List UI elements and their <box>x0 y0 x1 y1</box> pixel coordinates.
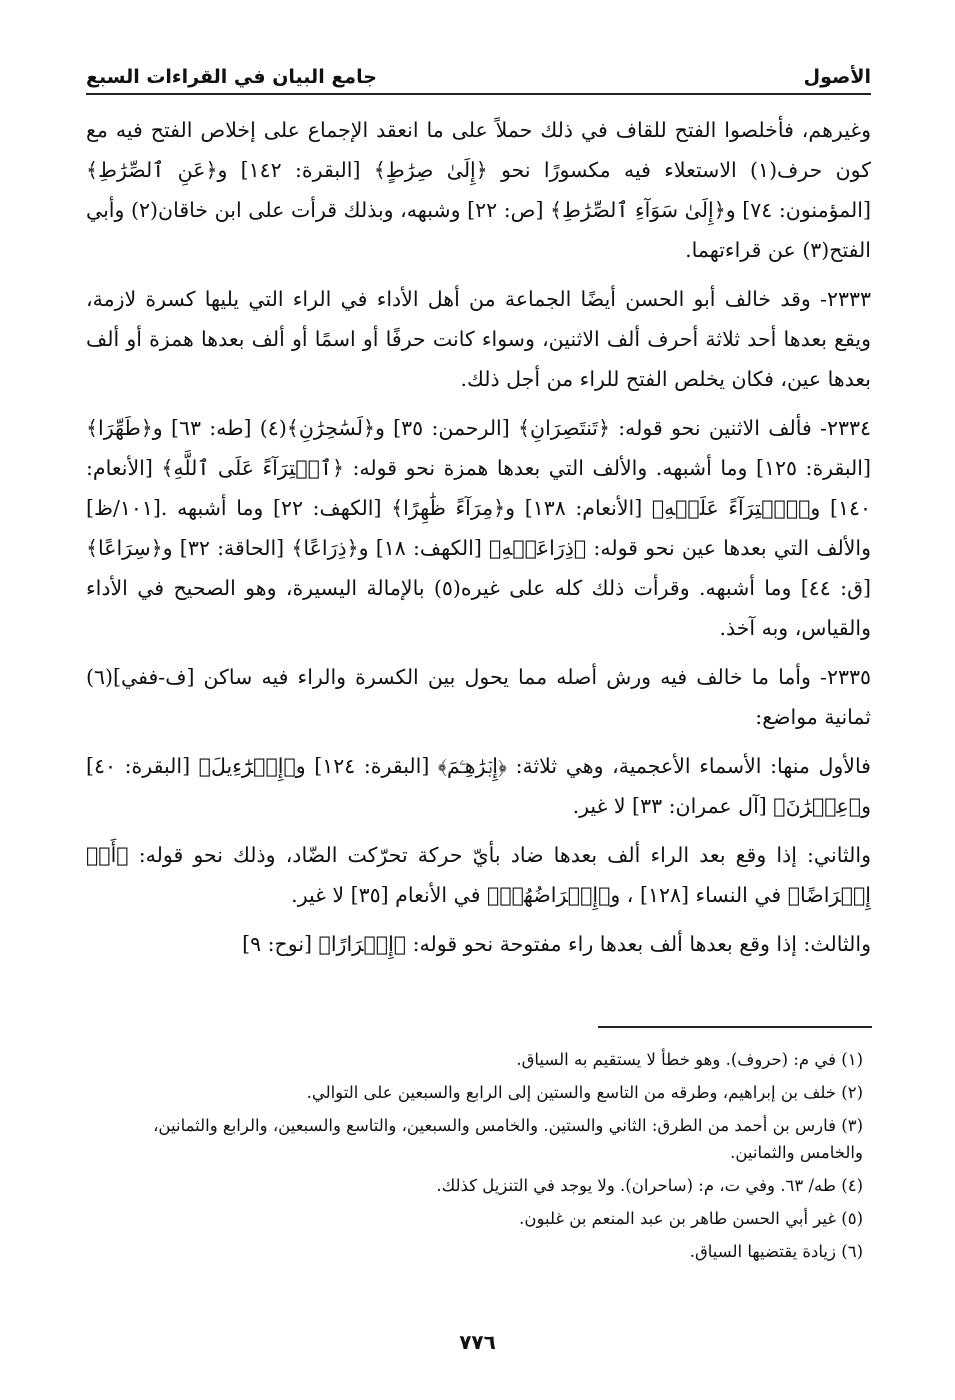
footnote: (٥) غير أبي الحسن طاهر بن عبد المنعم بن غلبون. <box>519 1209 863 1228</box>
paragraph: فالأول منها: الأسماء الأعجمية، وهي ثلاثة: ﴿إِبۡرَٰهِـۧمَ﴾ [البقرة: ١٢٤] و﴿إِسۡرَٰٓءِيلَ﴾ [البقرة: ٤٠] و﴿عِمۡرَٰنَ﴾ [آل عمران: ٣٣] لا غير. <box>86 754 871 818</box>
paragraph: ٢٣٣٥- وأما ما خالف فيه ورش أصله مما يحول بين الكسرة والراء فيه ساكن [ف-ففي](٦) ثمانية مواضع: <box>86 665 871 729</box>
paragraph: ٢٣٣٣- وقد خالف أبو الحسن أيضًا الجماعة من أهل الأداء في الراء التي يليها كسرة لازمة، ويقع بعدها أحد ثلاثة أحرف ألف الاثنين، وسواء كانت حرفًا أو اسمًا أو ألف بعدها همزة أو ألف بعدها عين، فكان يخلص الفتح للراء من أجل ذلك. <box>86 287 871 391</box>
footnote: (٤) طه/ ٦٣. وفي ت، م: (ساحران). ولا يوجد في التنزيل كذلك. <box>436 1176 863 1195</box>
footnote: (١) في م: (حروف). وهو خطأ لا يستقيم به السياق. <box>516 1050 863 1069</box>
footnote: (٢) خلف بن إبراهيم، وطرقه من التاسع والستين إلى الرابع والسبعين على التوالي. <box>306 1083 863 1102</box>
header-divider <box>86 93 871 95</box>
footnotes <box>86 1046 871 1271</box>
main-text <box>86 110 871 973</box>
paragraph: ٢٣٣٤- فألف الاثنين نحو قوله: ﴿تَنتَصِرَانِ﴾ [الرحمن: ٣٥] و﴿لَسَٰحِرَٰنِ﴾(٤) [طه: ٦٣] و﴿طَهِّرَا﴾ [البقرة: ١٢٥] وما أشبهه. والألف التي بعدها همزة نحو قوله: ﴿ٱفۡتِرَآءً عَلَى ٱللَّهِ﴾ [الأنعام: ١٤٠] و﴿ٱفۡتِرَآءً عَلَيۡهِ﴾ [الأنعام: ١٣٨] و﴿مِرَآءً ظَٰهِرًا﴾ [الكهف: ٢٢] وما أشبهه .[١٠١/ظ] والألف التي بعدها عين نحو قوله: ﴿ذِرَاعَيۡهِ﴾ [الكهف: ١٨] و﴿ذِرَاعًا﴾ [الحاقة: ٣٢] و﴿سِرَاعًا﴾ [ق: ٤٤] وما أشبهه. وقرأت ذلك كله على غيره(٥) بالإمالة اليسيرة، وهو الصحيح في الأداء والقياس، وبه آخذ. <box>86 416 872 640</box>
header-section-title: الأصول <box>803 66 871 88</box>
footnote-divider <box>598 1026 872 1028</box>
footnote: (٦) زيادة يقتضيها السياق. <box>689 1242 863 1261</box>
page-number: ٧٧٦ <box>459 1330 496 1354</box>
running-header <box>86 48 871 88</box>
paragraph: وغيرهم، فأخلصوا الفتح للقاف في ذلك حملاً على ما انعقد الإجماع على إخلاص الفتح فيه مع كون حرف(١) الاستعلاء فيه مكسورًا نحو ﴿إِلَىٰ صِرَٰطٍ﴾ [البقرة: ١٤٢] و﴿عَنِ ٱلصِّرَٰطِ﴾ [المؤمنون: ٧٤] و﴿إِلَىٰ سَوَآءِ ٱلصِّرَٰطِ﴾ [ص: ٢٢] وشبهه، وبذلك قرأت على ابن خاقان(٢) وأبي الفتح(٣) عن قراءتهما. <box>86 118 871 262</box>
footnote: (٣) فارس بن أحمد من الطرق: الثاني والستين. والخامس والسبعين، والتاسع والسبعين، والرابع والثمانين، والخامس والثمانين. <box>153 1116 863 1162</box>
header-book-title: جامع البيان في القراءات السبع <box>86 66 377 88</box>
paragraph: والثالث: إذا وقع بعدها ألف بعدها راء مفتوحة نحو قوله: ﴿إِسۡرَارًا﴾ [نوح: ٩] <box>242 932 871 956</box>
paragraph: والثاني: إذا وقع بعد الراء ألف بعدها ضاد بأيّ حركة تحرّكت الضّاد، وذلك نحو قوله: ﴿أَوۡ إِعۡرَاضًا﴾ في النساء [١٢٨] ، و﴿إِعۡرَاضُهُمۡ﴾ في الأنعام [٣٥] لا غير. <box>86 843 871 907</box>
